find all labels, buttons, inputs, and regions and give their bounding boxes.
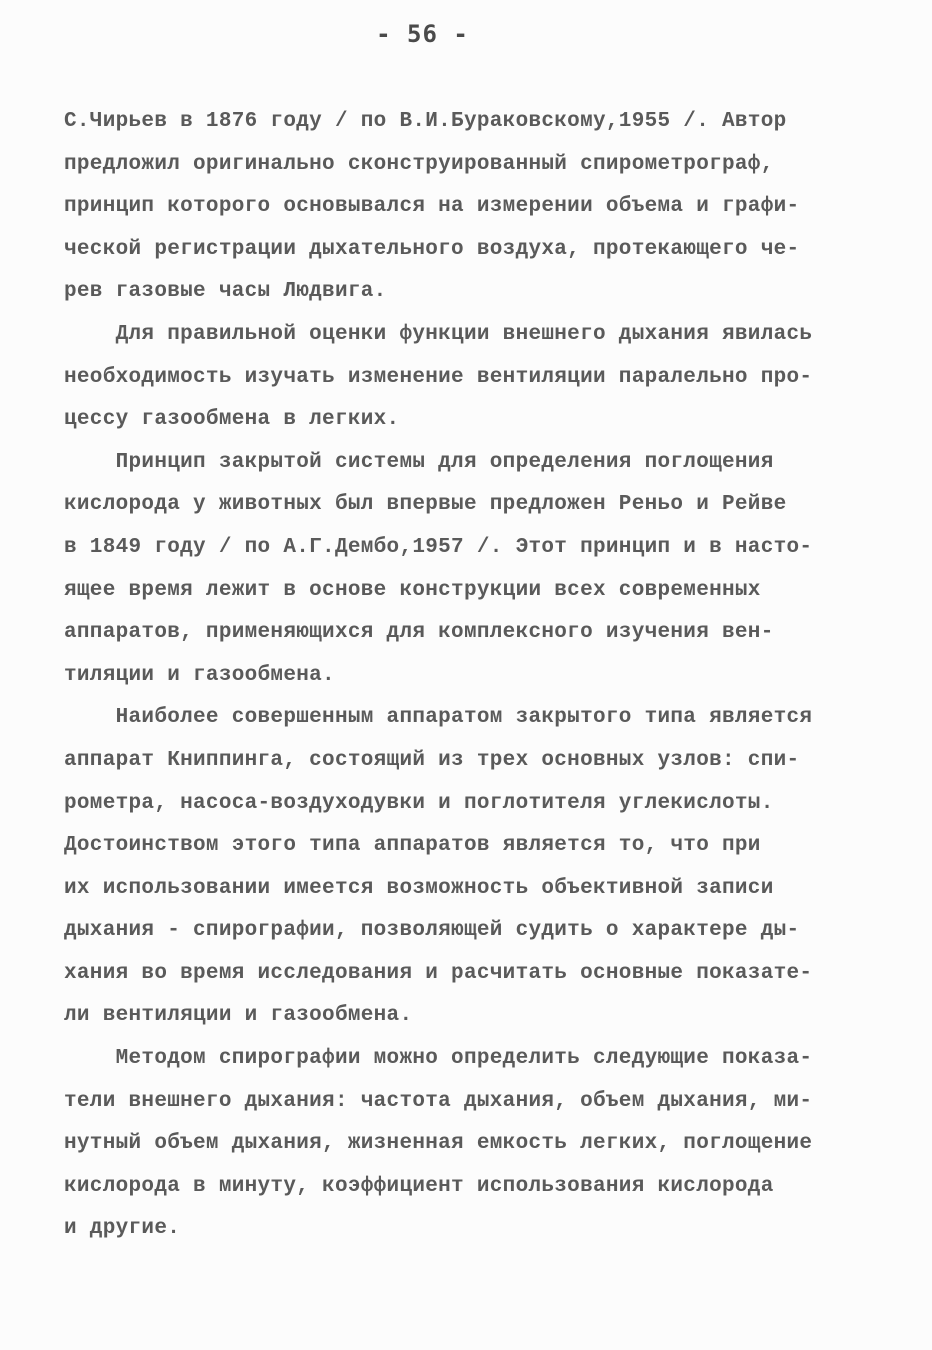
text-line: Достоинством этого типа аппаратов является то, что при [64, 834, 761, 858]
text-line: Для правильной оценки функции внешнего дыхания явилась [64, 322, 813, 346]
text-line: нутный объем дыхания, жизненная емкость легких, поглощение [64, 1132, 813, 1156]
text-line: тели внешнего дыхания: частота дыхания, объем дыхания, ми- [64, 1089, 813, 1113]
text-line: Принцип закрытой системы для определения поглощения [64, 450, 774, 474]
page-number: - 56 - [376, 20, 469, 48]
text-line: тиляции и газообмена. [64, 663, 335, 687]
text-line: рев газовые часы Людвига. [64, 280, 387, 304]
text-line: принцип которого основывался на измерении объема и графи- [64, 195, 800, 219]
paragraph-5 [64, 1038, 894, 1251]
text-line: Наиболее совершенным аппаратом закрытого типа является [64, 706, 813, 730]
text-line: ящее время лежит в основе конструкции всех современных [64, 578, 761, 602]
text-line: дыхания - спирографии, позволяющей судить о характере ды- [64, 919, 800, 943]
text-line: С.Чирьев в 1876 году / по В.И.Бураковскому,1955 /. Автор [64, 110, 787, 133]
text-line: цессу газообмена в легких. [64, 408, 400, 432]
text-line: их использовании имеется возможность объективной записи [64, 876, 774, 900]
paragraph-2 [64, 314, 894, 442]
paragraph-3 [64, 442, 894, 698]
text-line: ческой регистрации дыхательного воздуха, протекающего че- [64, 237, 800, 261]
text-line: необходимость изучать изменение вентиляции паралельно про- [64, 365, 813, 389]
text-line: ли вентиляции и газообмена. [64, 1004, 413, 1028]
text-line: аппарат Книппинга, состоящий из трех основных узлов: спи- [64, 748, 800, 772]
text-line: хания во время исследования и расчитать основные показате- [64, 961, 813, 985]
text-line: и другие. [64, 1217, 181, 1241]
text-line: аппаратов, применяющихся для комплексного изучения вен- [64, 621, 774, 645]
text-line: в 1849 году / по А.Г.Дембо,1957 /. Этот принцип и в насто- [64, 535, 813, 559]
text-line: предложил оригинально сконструированный спирометрограф, [64, 152, 774, 176]
text-line: рометра, насоса-воздуходувки и поглотителя углекислоты. [64, 791, 774, 815]
text-line: кислорода в минуту, коэффициент использования кислорода [64, 1174, 774, 1198]
body-text [64, 101, 894, 1251]
paragraph-1 [64, 101, 894, 314]
text-line: кислорода у животных был впервые предложен Реньо и Рейве [64, 493, 787, 517]
paragraph-4 [64, 697, 894, 1038]
text-line: Методом спирографии можно определить следующие показа- [64, 1047, 813, 1071]
